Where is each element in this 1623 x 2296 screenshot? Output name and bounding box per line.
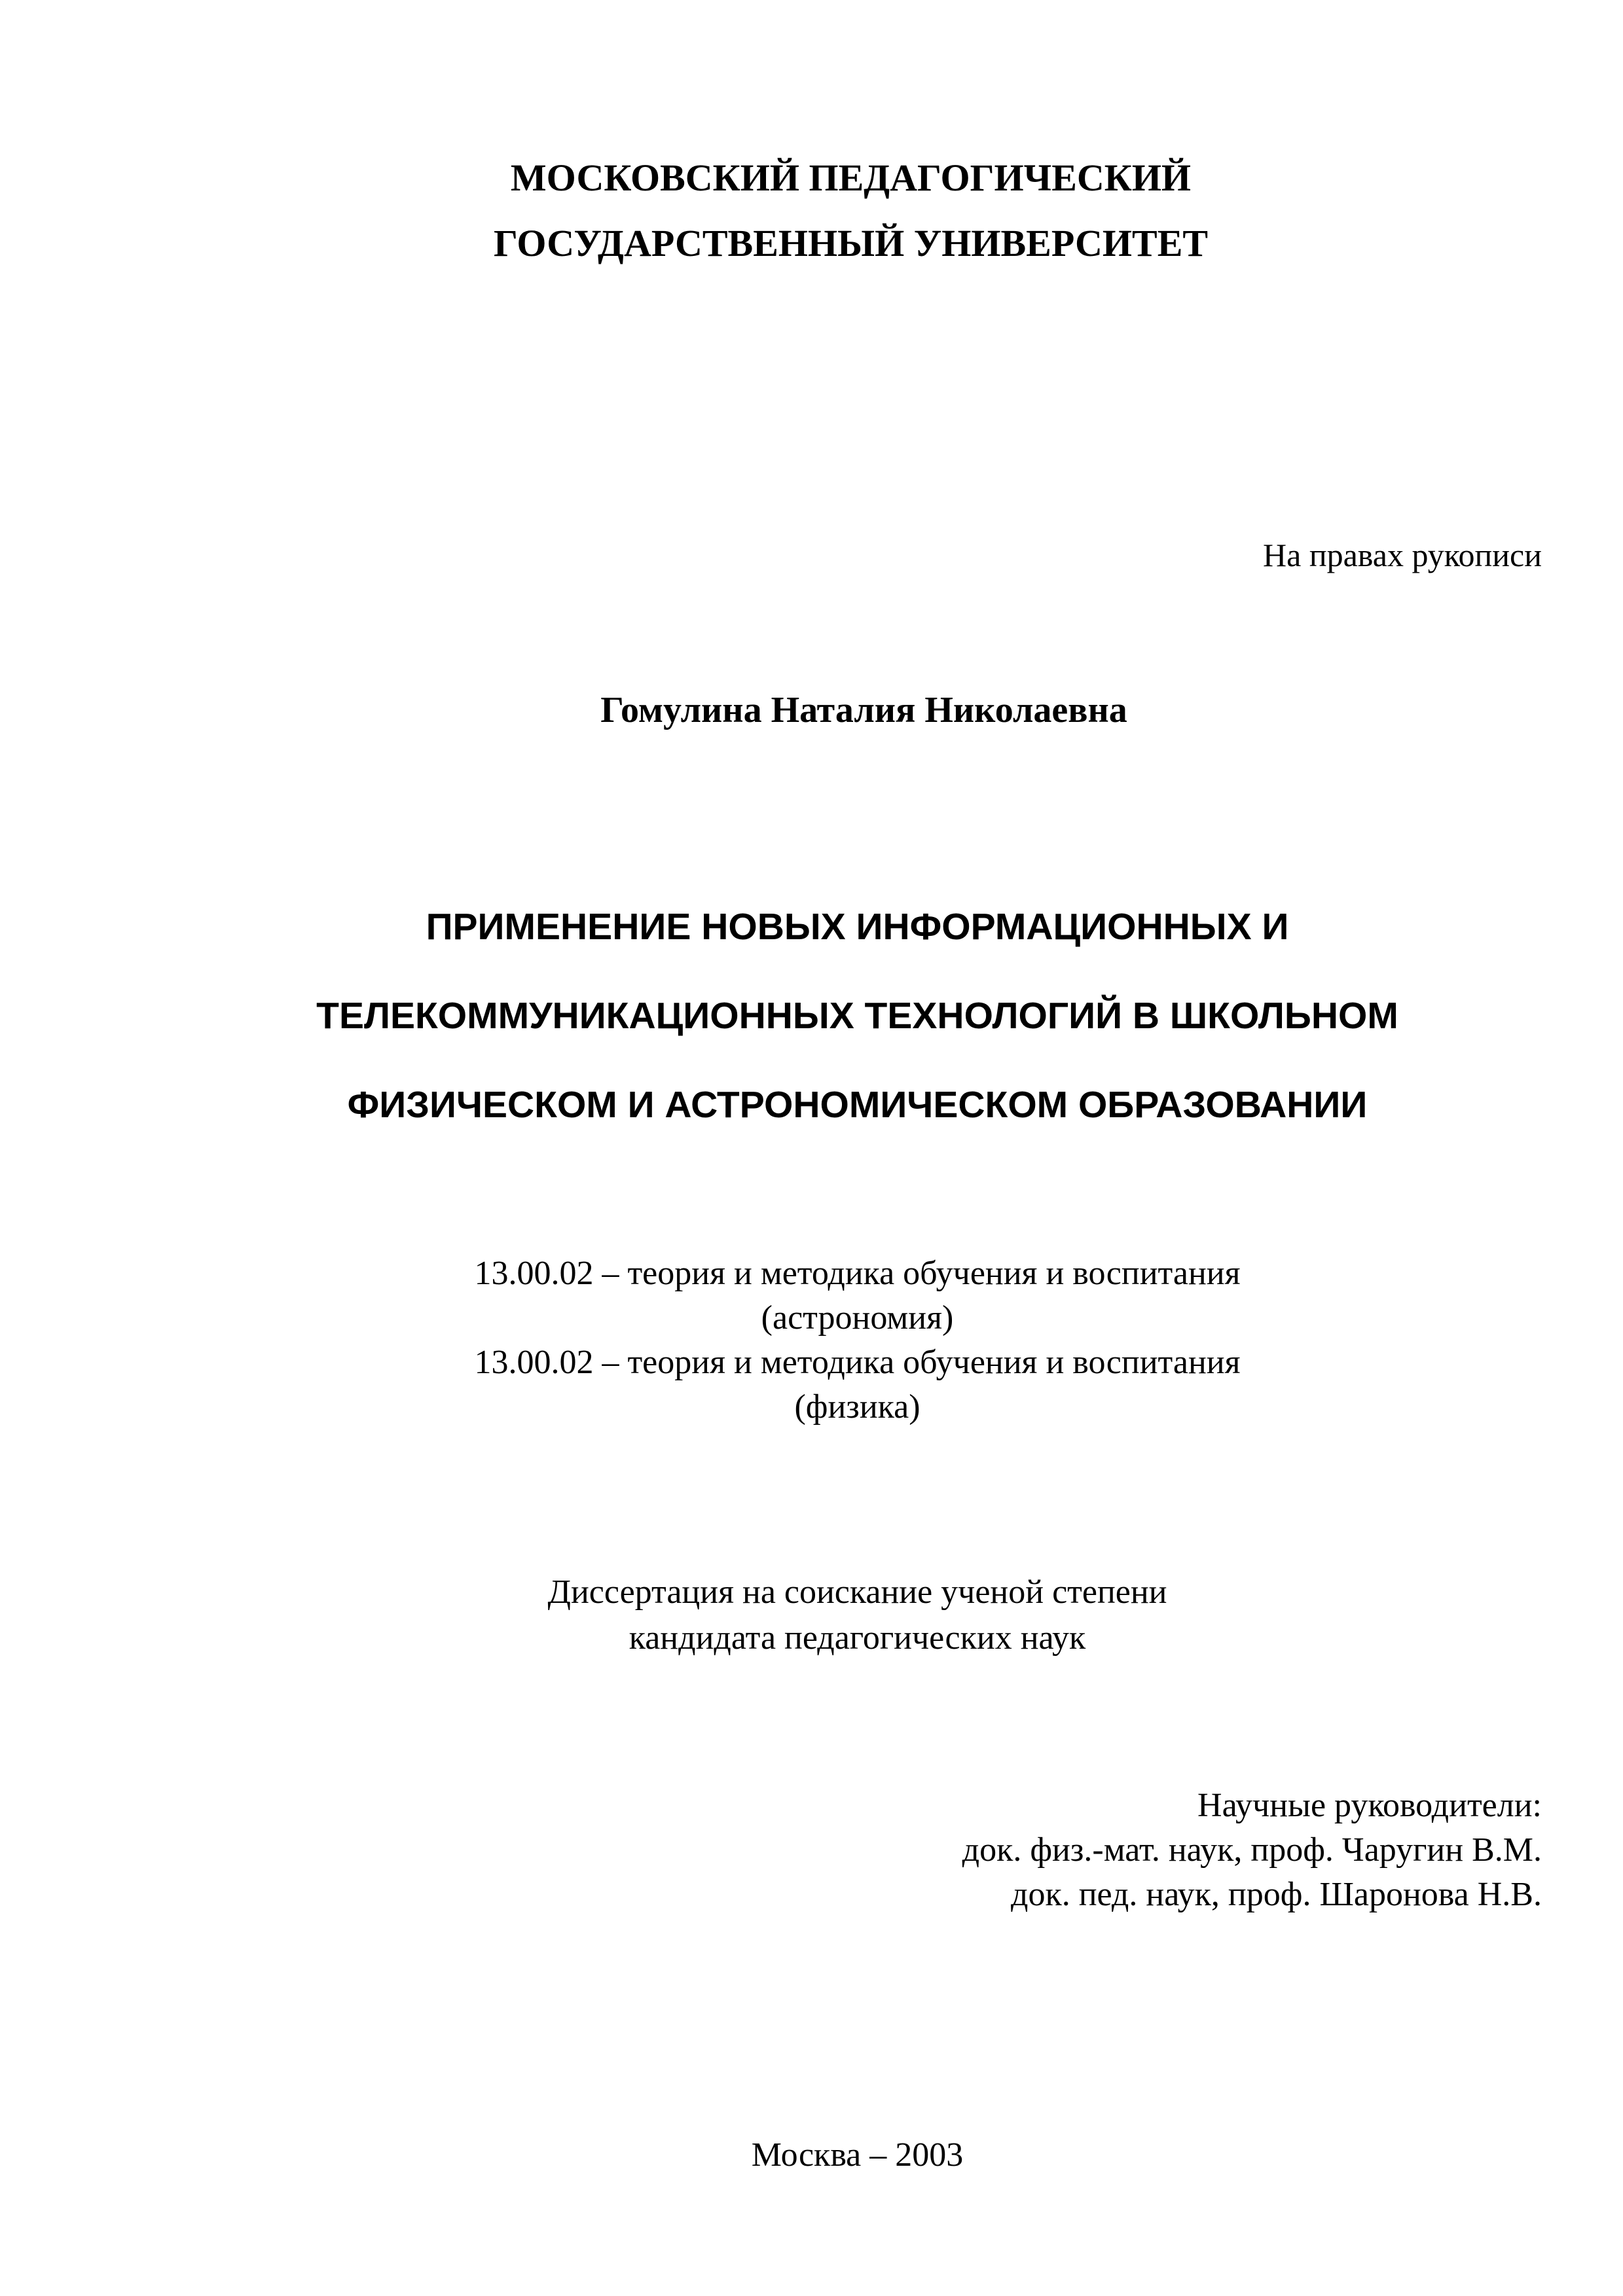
supervisors-block — [962, 1784, 1542, 1917]
supervisors-heading: Научные руководители: — [1197, 1787, 1542, 1824]
specialty-line-3: 13.00.02 – теория и методика обучения и воспитания — [474, 1344, 1241, 1381]
specialty-codes — [0, 1251, 1623, 1429]
author-name: Гомулина Наталия Николаевна — [600, 690, 1127, 730]
supervisor-1: док. физ.-мат. наук, проф. Чаругин В.М. — [962, 1831, 1542, 1869]
university-line-1: МОСКОВСКИЙ ПЕДАГОГИЧЕСКИЙ — [510, 156, 1192, 199]
title-line-2: ТЕЛЕКОММУНИКАЦИОННЫХ ТЕХНОЛОГИЙ В ШКОЛЬНОМ — [316, 995, 1398, 1037]
title-line-3: ФИЗИЧЕСКОМ И АСТРОНОМИЧЕСКОМ ОБРАЗОВАНИИ — [347, 1084, 1368, 1126]
degree-line-2: кандидата педагогических наук — [629, 1619, 1086, 1657]
degree-line-1: Диссертация на соискание ученой степени — [547, 1573, 1167, 1611]
city-year: Москва – 2003 — [751, 2136, 964, 2174]
specialty-line-2: (астрономия) — [761, 1299, 954, 1336]
manuscript-note: На правах рукописи — [1263, 537, 1542, 573]
title-line-1: ПРИМЕНЕНИЕ НОВЫХ ИНФОРМАЦИОННЫХ И — [426, 906, 1289, 948]
degree-statement — [0, 1570, 1623, 1661]
dissertation-title — [0, 882, 1623, 1149]
specialty-line-1: 13.00.02 – теория и методика обучения и воспитания — [474, 1255, 1241, 1292]
university-line-2: ГОСУДАРСТВЕННЫЙ УНИВЕРСИТЕТ — [493, 222, 1209, 264]
specialty-line-4: (физика) — [794, 1388, 921, 1426]
university-name — [0, 145, 1623, 276]
supervisor-2: док. пед. наук, проф. Шаронова Н.В. — [1010, 1876, 1542, 1913]
